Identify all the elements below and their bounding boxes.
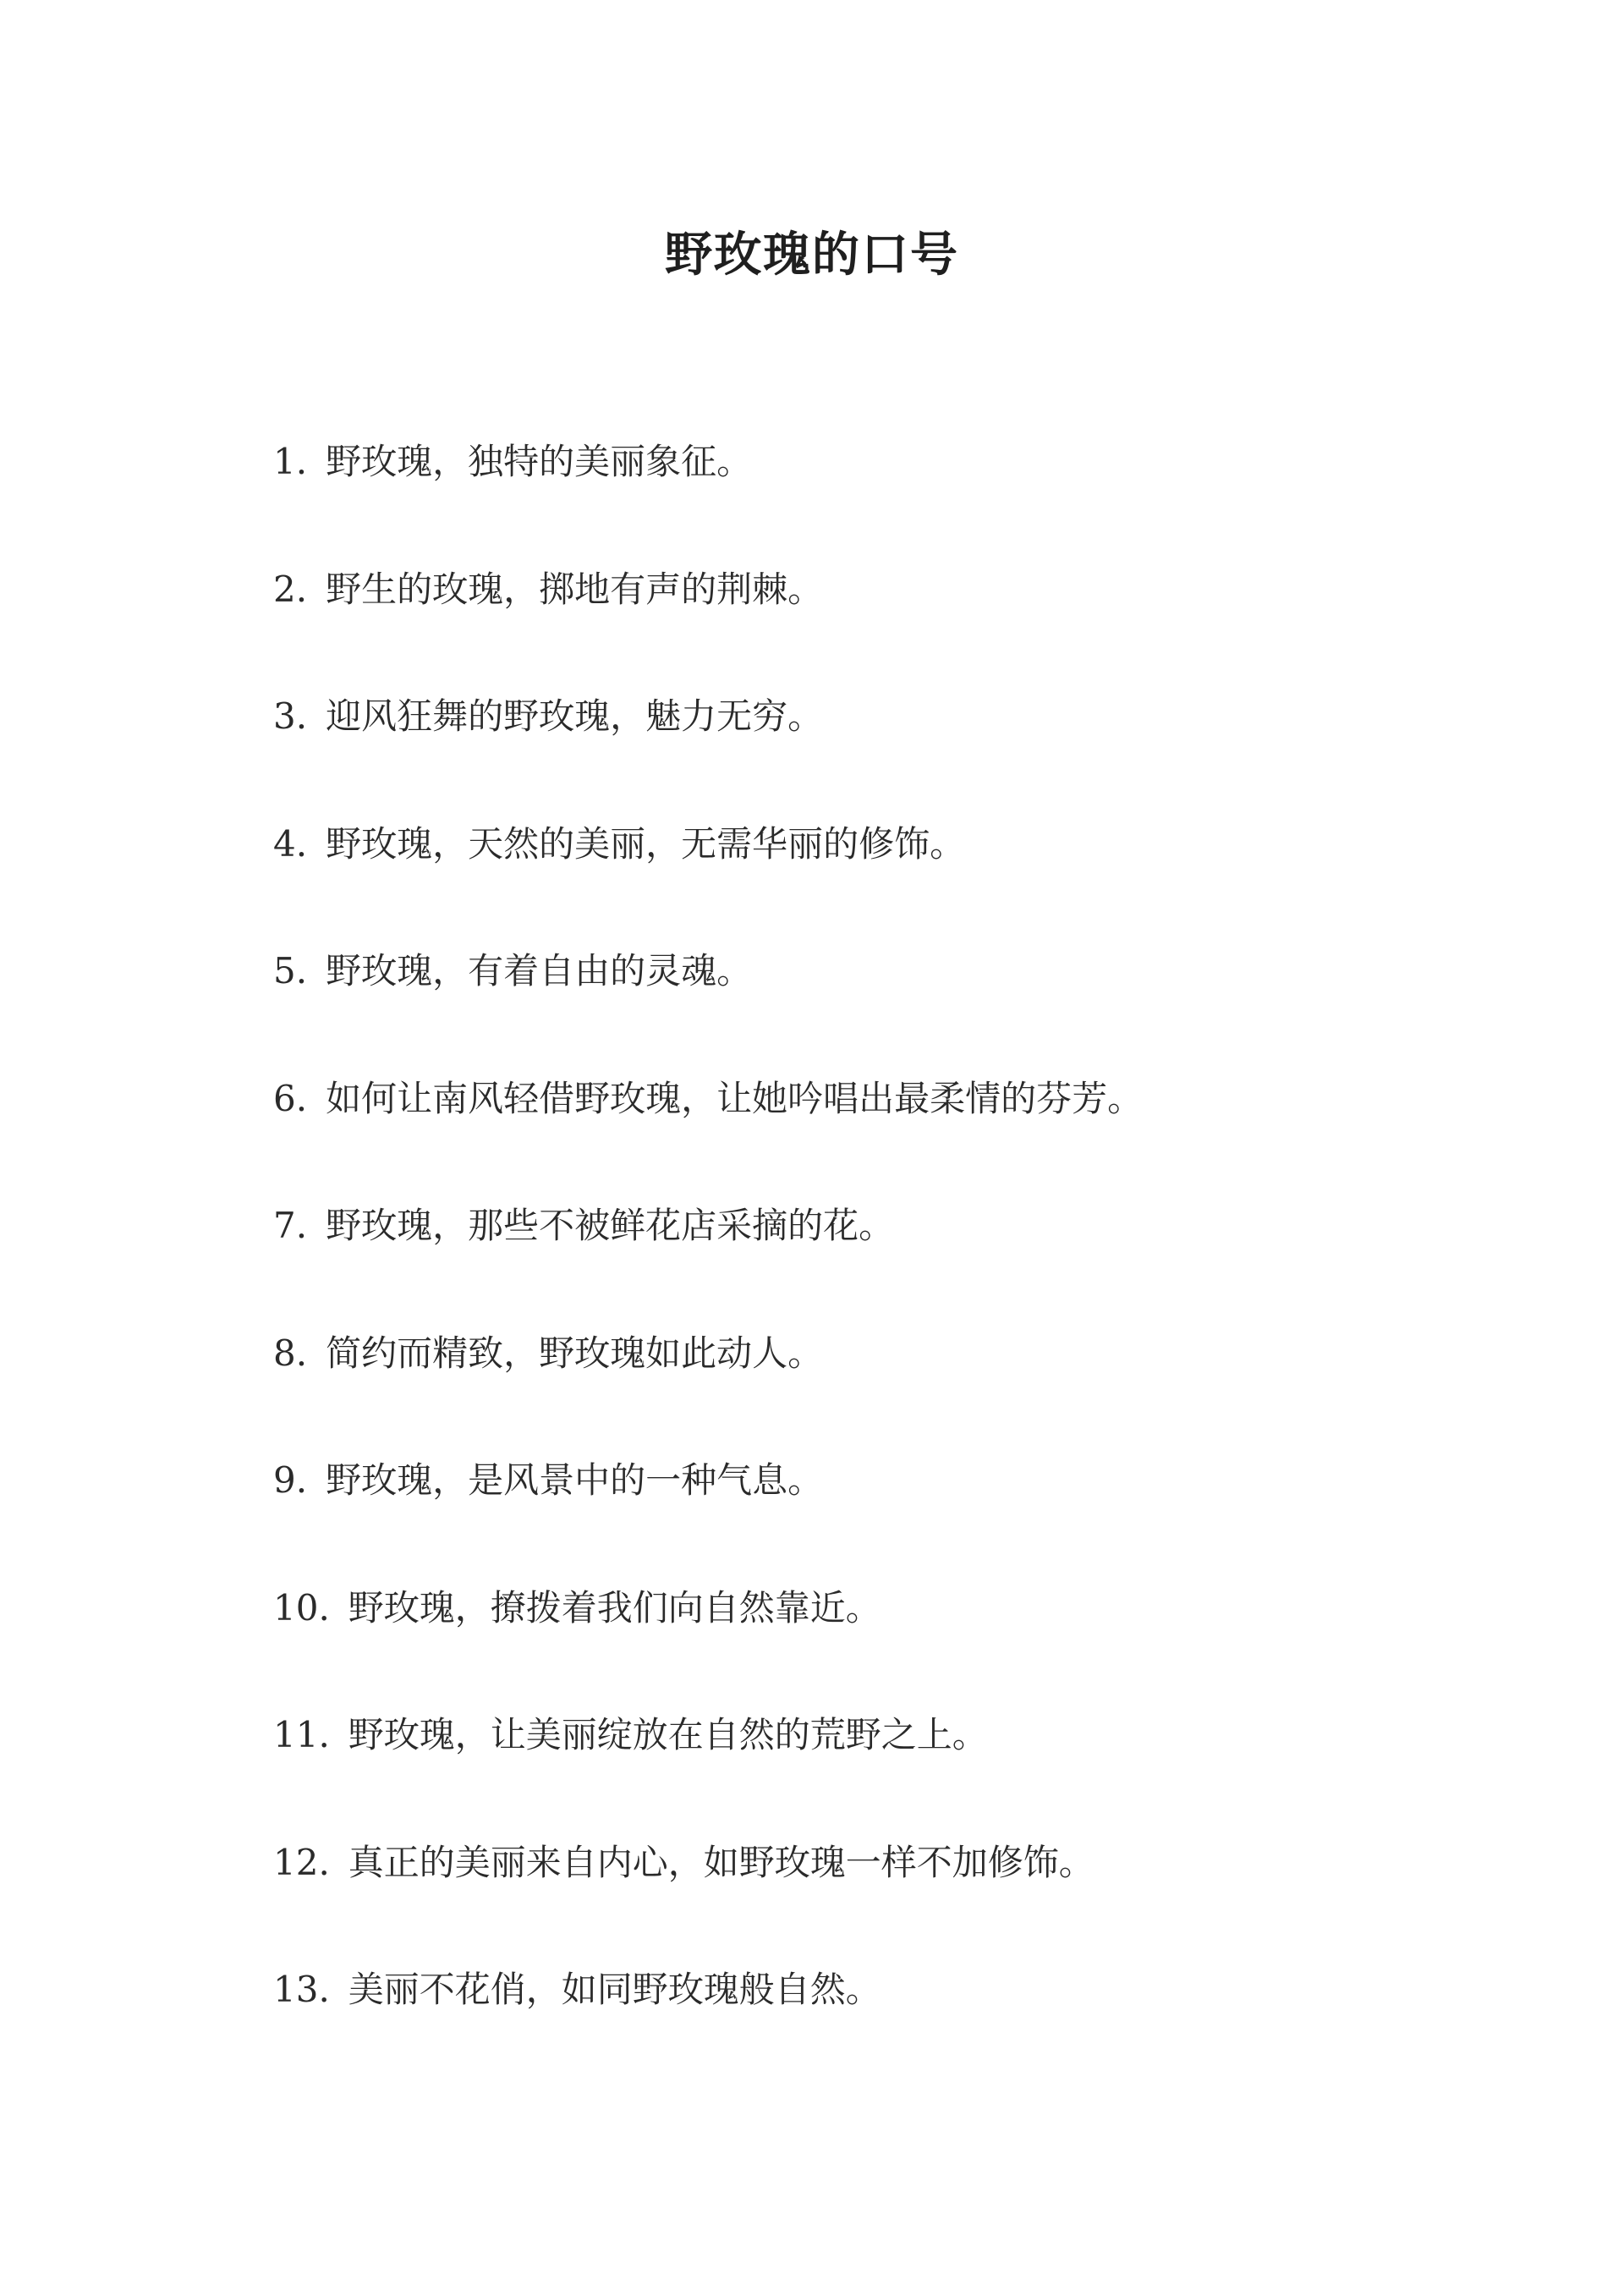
list-item-number: 7.: [273, 1205, 308, 1246]
list-item-text: 野玫瑰，独特的美丽象征。: [326, 441, 753, 482]
list-item-text: 迎风狂舞的野玫瑰，魅力无穷。: [326, 695, 824, 737]
list-item-number: 8.: [273, 1332, 308, 1374]
list-item-number: 12.: [273, 1841, 330, 1883]
list-item: [273, 1075, 1457, 1203]
list-item-text: 野玫瑰，天然的美丽，无需华丽的修饰。: [326, 822, 966, 865]
list-item: [273, 821, 1457, 948]
list-item-number: 1.: [273, 441, 308, 482]
list-item-text: 野玫瑰，是风景中的一种气息。: [326, 1459, 824, 1501]
list-item-text: 野玫瑰，有着自由的灵魂。: [326, 950, 753, 991]
list-item: [273, 1330, 1457, 1458]
list-item-number: 4.: [273, 822, 308, 865]
list-item: [273, 438, 1457, 566]
list-item-number: 13.: [273, 1969, 330, 2010]
list-item-number: 5.: [273, 950, 308, 991]
list-item-number: 9.: [273, 1459, 308, 1501]
list-item-number: 10.: [273, 1586, 330, 1629]
list-item-text: 野玫瑰，让美丽绽放在自然的荒野之上。: [348, 1714, 988, 1755]
list-item: [273, 948, 1457, 1075]
list-item-text: 野玫瑰，那些不被鲜花店采摘的花。: [326, 1205, 895, 1246]
list-item: [273, 1711, 1457, 1839]
list-item-text: 简约而精致，野玫瑰如此动人。: [326, 1332, 824, 1374]
list-item-text: 野生的玫瑰，掷地有声的荆棘。: [326, 568, 824, 610]
page-title: 野玫瑰的口号: [665, 226, 959, 283]
list-item: [273, 1585, 1457, 1712]
list-item-text: 真正的美丽来自内心，如野玫瑰一样不加修饰。: [348, 1841, 1095, 1883]
list-item-number: 3.: [273, 695, 308, 737]
list-item-number: 6.: [273, 1077, 308, 1119]
slogan-list: [273, 438, 1457, 2094]
list-item-number: 2.: [273, 568, 308, 610]
list-item: [273, 1966, 1457, 2094]
list-item: [273, 1202, 1457, 1330]
list-item: [273, 693, 1457, 821]
list-item-number: 11.: [273, 1714, 330, 1755]
list-item-text: 如何让南风轻借野玫瑰，让她吟唱出最柔情的芬芳。: [326, 1077, 1144, 1119]
list-item-text: 美丽不花俏，如同野玫瑰般自然。: [348, 1969, 881, 2010]
list-item: [273, 566, 1457, 694]
list-item: [273, 1839, 1457, 1967]
list-item: [273, 1457, 1457, 1585]
list-item-text: 野玫瑰，撩拨着我们向自然靠近。: [348, 1586, 881, 1629]
